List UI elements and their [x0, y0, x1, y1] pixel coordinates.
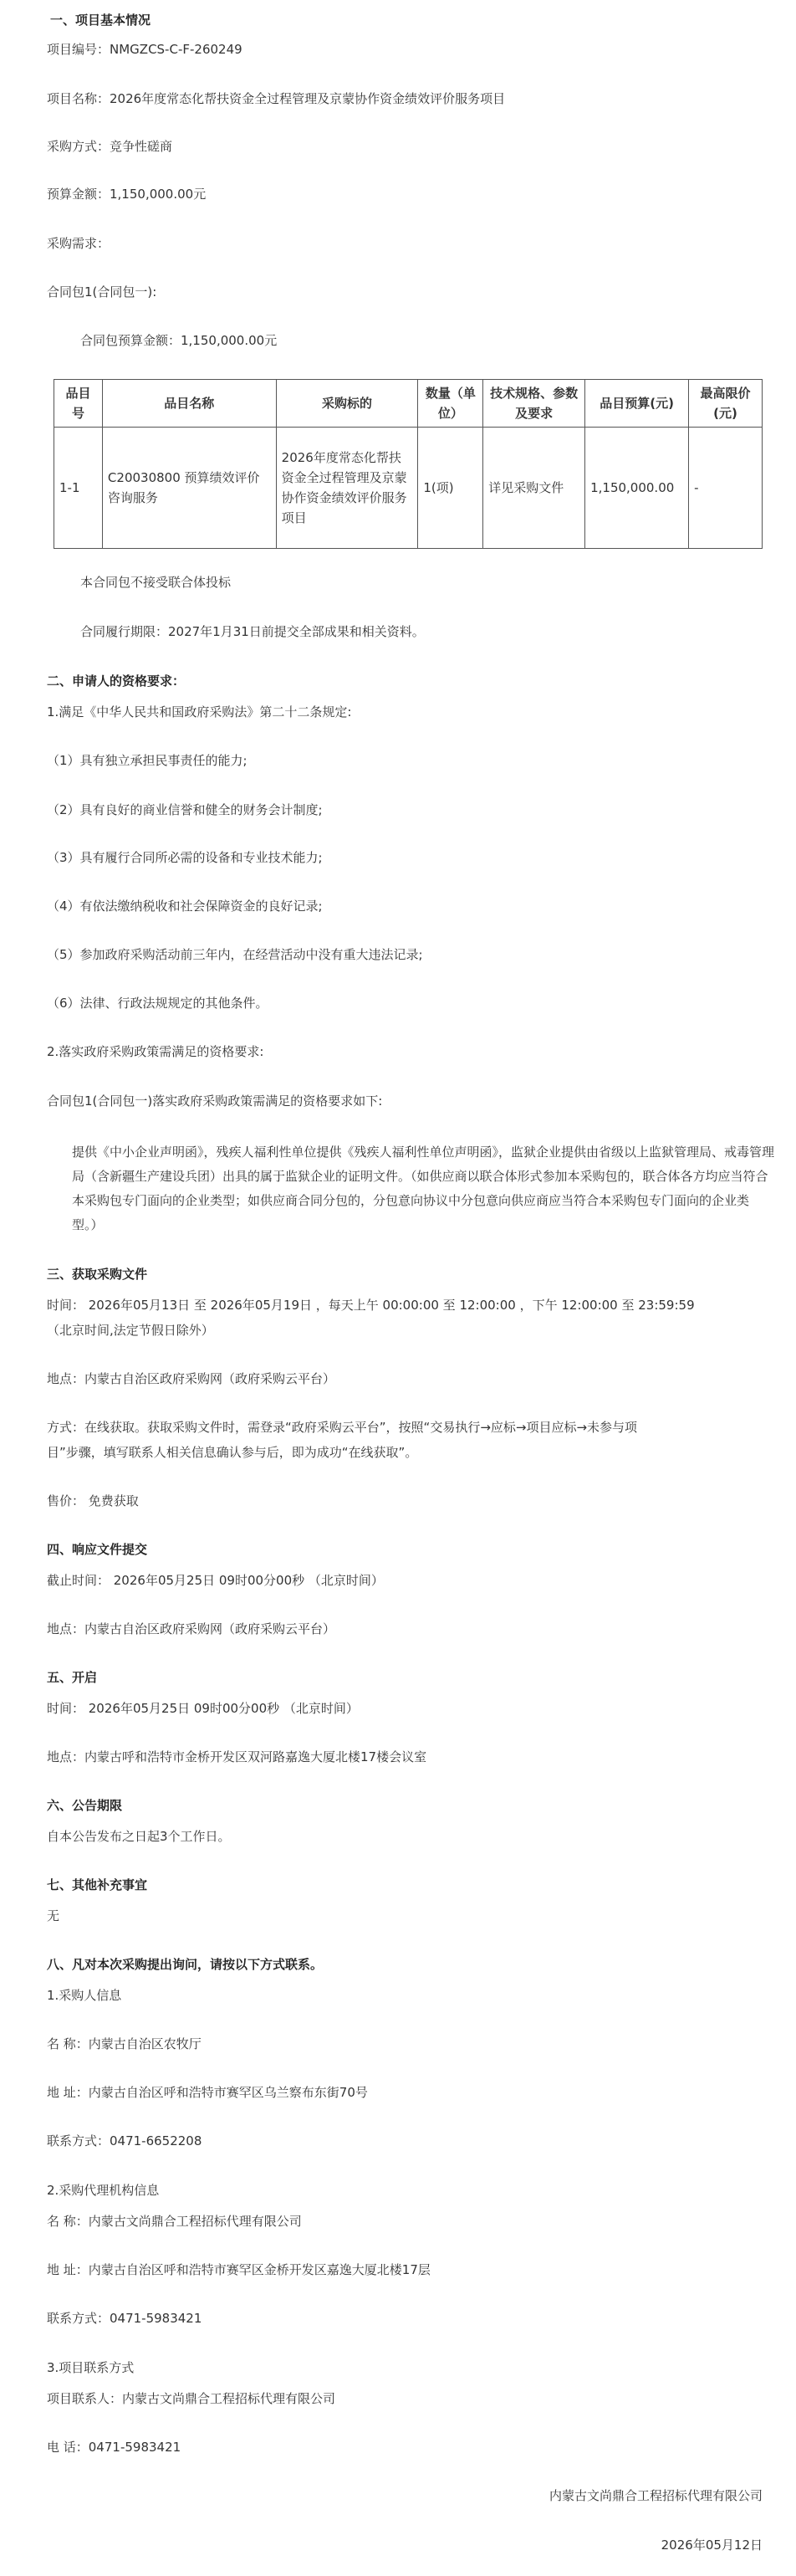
obtain-price: 售价： 免费获取	[47, 1493, 139, 1508]
table-cell: 2026年度常态化帮扶资金全过程管理及京蒙协作资金绩效评价服务项目	[276, 428, 418, 549]
no-consortium-note: 本合同包不接受联合体投标	[80, 575, 232, 590]
section-heading-submission: 四、响应文件提交	[47, 1542, 148, 1557]
table-header-cell: 品目号	[54, 380, 103, 428]
qualification-item: （4）有依法缴纳税收和社会保障资金的良好记录;	[47, 899, 323, 914]
table-header-cell: 品目预算(元)	[585, 380, 689, 428]
budget-amount: 预算金额：1,150,000.00元	[47, 187, 207, 202]
project-contact-title: 3.项目联系方式	[47, 2360, 135, 2375]
policy-text: 提供《中小企业声明函》，残疾人福利性单位提供《残疾人福利性单位声明函》，监狱企业提供由省级以上监狱管理局、戒毒管理局（含新疆生产建设兵团）出具的属于监狱企业的证明文件。（如供应商以联合体形式参加本采购包的，联合体各方均应当符合本采购包专门面向的企业类型；如供应商合同分包的，分包意向协议中分包意向供应商应当符合本采购包专门面向的企业类型。）	[72, 1145, 775, 1232]
buyer-address: 地 址：内蒙古自治区呼和浩特市赛罕区乌兰察布东街70号	[47, 2085, 368, 2100]
table-header-cell: 采购标的	[276, 380, 418, 428]
footer-date: 2026年05月12日	[661, 2538, 763, 2553]
section-heading-contact: 八、凡对本次采购提出询问，请按以下方式联系。	[47, 1957, 324, 1972]
table-cell: 详见采购文件	[483, 428, 585, 549]
section-heading-basic-info: 一、项目基本情况	[50, 13, 151, 28]
table-header-row	[54, 380, 763, 428]
qualification-item: （1）具有独立承担民事责任的能力;	[47, 753, 247, 768]
opening-place: 地点：内蒙古呼和浩特市金桥开发区双河路嘉逸大厦北楼17楼会议室	[47, 1749, 427, 1764]
submission-deadline: 截止时间： 2026年05月25日 09时00分00秒 （北京时间）	[47, 1573, 384, 1588]
obtain-way-cont: 目”步骤，填写联系人相关信息确认参与后，即为成功“在线获取”。	[47, 1445, 418, 1460]
agent-address: 地 址：内蒙古自治区呼和浩特市赛罕区金桥开发区嘉逸大厦北楼17层	[47, 2262, 431, 2277]
qualification-item: （6）法律、行政法规规定的其他条件。	[47, 996, 268, 1011]
items-table	[54, 379, 763, 549]
procurement-method: 采购方式：竞争性磋商	[47, 139, 173, 154]
qualification-item: （2）具有良好的商业信誉和健全的财务会计制度;	[47, 802, 323, 817]
table-cell: 1(项)	[418, 428, 483, 549]
section-heading-obtain-documents: 三、获取采购文件	[47, 1267, 148, 1282]
agent-info-title: 2.采购代理机构信息	[47, 2183, 160, 2198]
section-heading-opening: 五、开启	[47, 1670, 98, 1685]
obtain-way: 方式：在线获取。获取采购文件时，需登录“政府采购云平台”，按照“交易执行→应标→项目应标→未参与项	[47, 1420, 638, 1435]
project-contact-phone: 电 话：0471-5983421	[47, 2440, 181, 2455]
qualification-item: （5）参加政府采购活动前三年内，在经营活动中没有重大违法记录;	[47, 947, 423, 962]
agent-phone: 联系方式：0471-5983421	[47, 2311, 202, 2326]
obtain-place: 地点：内蒙古自治区政府采购网（政府采购云平台）	[47, 1371, 336, 1386]
table-cell: -	[689, 428, 763, 549]
submission-place: 地点：内蒙古自治区政府采购网（政府采购云平台）	[47, 1621, 336, 1636]
package-budget: 合同包预算金额：1,150,000.00元	[80, 333, 278, 348]
section-heading-other: 七、其他补充事宜	[47, 1877, 148, 1892]
section-heading-notice-period: 六、公告期限	[47, 1798, 123, 1813]
buyer-name: 名 称：内蒙古自治区农牧厅	[47, 2036, 202, 2051]
buyer-phone: 联系方式：0471-6652208	[47, 2133, 202, 2148]
contract-period: 合同履行期限：2027年1月31日前提交全部成果和相关资料。	[80, 624, 425, 639]
project-number: 项目编号：NMGZCS-C-F-260249	[47, 42, 242, 57]
notice-period-text: 自本公告发布之日起3个工作日。	[47, 1829, 231, 1844]
table-cell: 1-1	[54, 428, 103, 549]
buyer-info-title: 1.采购人信息	[47, 1988, 122, 2003]
table-header-cell: 最高限价(元)	[689, 380, 763, 428]
table-cell: C20030800 预算绩效评价咨询服务	[102, 428, 276, 549]
other-text: 无	[47, 1908, 60, 1923]
table-cell: 1,150,000.00	[585, 428, 689, 549]
table-header-cell: 技术规格、参数及要求	[483, 380, 585, 428]
table-row	[54, 428, 763, 549]
qualification-law: 1.满足《中华人民共和国政府采购法》第二十二条规定:	[47, 704, 352, 720]
opening-time: 时间： 2026年05月25日 09时00分00秒 （北京时间）	[47, 1701, 359, 1716]
procurement-demand-label: 采购需求：	[47, 236, 110, 251]
qualification-item: （3）具有履行合同所必需的设备和专业技术能力;	[47, 850, 323, 865]
obtain-time: 时间： 2026年05月13日 至 2026年05月19日 ，每天上午 00:00:00 至 12:00:00 ，下午 12:00:00 至 23:59:59	[47, 1298, 695, 1313]
section-heading-qualifications: 二、申请人的资格要求：	[47, 673, 186, 689]
table-header-cell: 数量（单位）	[418, 380, 483, 428]
project-contact-person: 项目联系人：内蒙古文尚鼎合工程招标代理有限公司	[47, 2391, 336, 2406]
obtain-time-note: （北京时间,法定节假日除外）	[47, 1323, 214, 1338]
contract-package: 合同包1(合同包一):	[47, 284, 157, 300]
policy-package: 合同包1(合同包一)落实政府采购政策需满足的资格要求如下:	[47, 1093, 383, 1109]
agent-name: 名 称：内蒙古文尚鼎合工程招标代理有限公司	[47, 2214, 302, 2229]
project-name: 项目名称：2026年度常态化帮扶资金全过程管理及京蒙协作资金绩效评价服务项目	[47, 91, 506, 106]
policy-requirements: 2.落实政府采购政策需满足的资格要求:	[47, 1044, 264, 1059]
footer-organization: 内蒙古文尚鼎合工程招标代理有限公司	[549, 2488, 763, 2503]
table-header-cell: 品目名称	[102, 380, 276, 428]
